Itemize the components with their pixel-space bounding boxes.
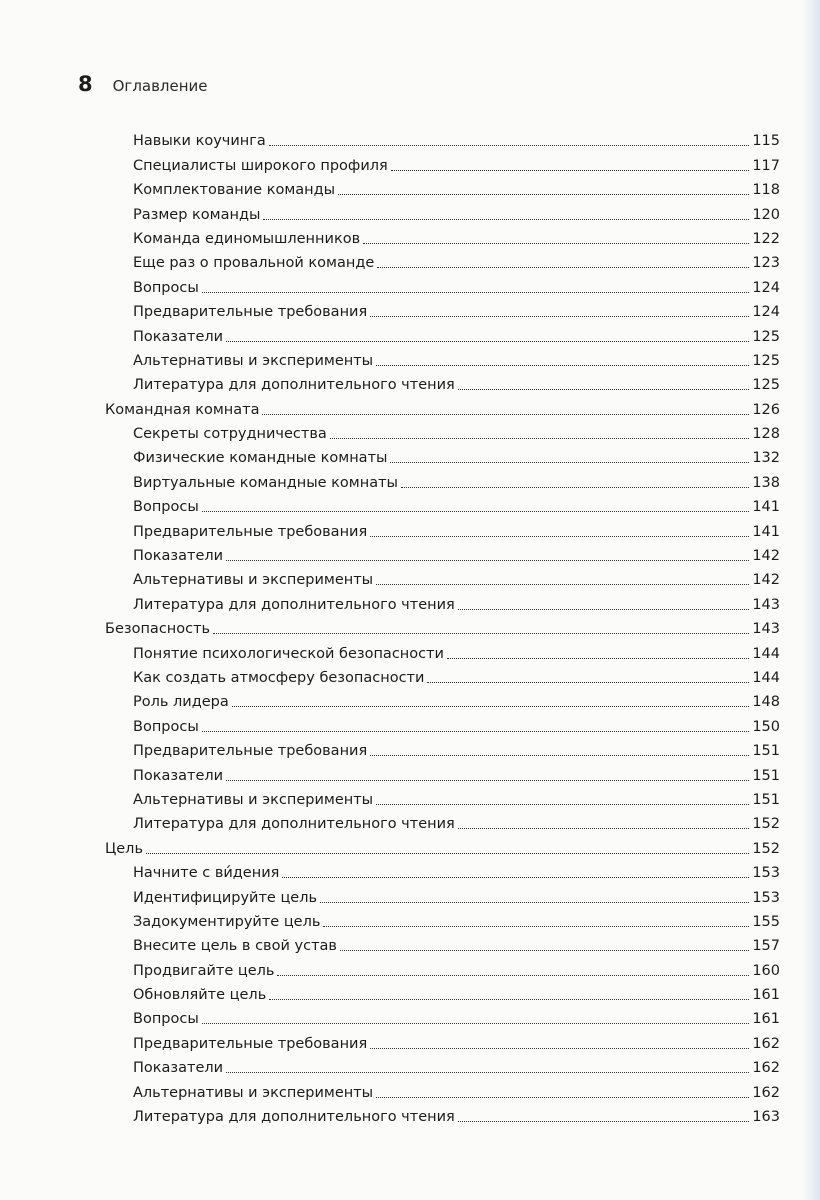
toc-subsection-entry xyxy=(78,907,780,931)
toc-subsection-entry xyxy=(78,224,780,248)
toc-entry-page-number: 161 xyxy=(752,1011,780,1028)
dot-leader xyxy=(226,341,749,342)
toc-entry-title: Обновляйте цель xyxy=(133,987,267,1004)
toc-entry-title: Цель xyxy=(105,840,143,857)
toc-entry-title: Предварительные требования xyxy=(133,1035,368,1052)
toc-entry-title: Альтернативы и эксперименты xyxy=(133,1084,374,1101)
toc-entry-title: Еще раз о провальной команде xyxy=(133,255,375,272)
toc-entry-title: Литература для дополнительного чтения xyxy=(133,377,455,394)
toc-entry-page-number: 115 xyxy=(752,133,780,150)
toc-entry-title: Альтернативы и эксперименты xyxy=(133,352,374,369)
dot-leader xyxy=(226,560,749,561)
toc-entry-title: Показатели xyxy=(133,1060,224,1077)
toc-entry-page-number: 122 xyxy=(752,230,780,247)
toc-subsection-entry xyxy=(78,663,780,687)
toc-entry-title: Начните с ви́дения xyxy=(133,865,280,882)
toc-entry-title: Показатели xyxy=(133,548,224,565)
toc-entry-page-number: 162 xyxy=(752,1060,780,1077)
dot-leader xyxy=(458,609,750,610)
toc-entry-title: Внесите цель в свой устав xyxy=(133,938,337,955)
toc-subsection-entry xyxy=(78,346,780,370)
dot-leader xyxy=(330,438,750,439)
toc-entry-page-number: 125 xyxy=(752,328,780,345)
toc-entry-page-number: 157 xyxy=(752,938,780,955)
toc-entry-page-number: 141 xyxy=(752,523,780,540)
dot-leader xyxy=(226,1072,749,1073)
toc-entry-title: Литература для дополнительного чтения xyxy=(133,596,455,613)
toc-subsection-entry xyxy=(78,1004,780,1028)
dot-leader xyxy=(146,853,749,854)
toc-entry-title: Как создать атмосферу безопасности xyxy=(133,669,425,686)
toc-entry-page-number: 148 xyxy=(752,694,780,711)
dot-leader xyxy=(370,536,749,537)
toc-entry-page-number: 141 xyxy=(752,499,780,516)
dot-leader xyxy=(320,902,749,903)
toc-subsection-entry xyxy=(78,687,780,711)
toc-subsection-entry xyxy=(78,1077,780,1101)
dot-leader xyxy=(427,682,749,683)
dot-leader xyxy=(376,584,749,585)
toc-subsection-entry xyxy=(78,297,780,321)
toc-subsection-entry xyxy=(78,272,780,296)
toc-entry-page-number: 144 xyxy=(752,645,780,662)
toc-entry-title: Альтернативы и эксперименты xyxy=(133,791,374,808)
toc-subsection-entry xyxy=(78,467,780,491)
toc-entry-title: Виртуальные командные комнаты xyxy=(133,474,399,491)
toc-entry-page-number: 125 xyxy=(752,352,780,369)
page-number: 8 xyxy=(78,72,93,96)
dot-leader xyxy=(282,877,749,878)
toc-entry-page-number: 144 xyxy=(752,669,780,686)
toc-subsection-entry xyxy=(78,516,780,540)
toc-section-entry xyxy=(78,614,780,638)
dot-leader xyxy=(277,975,749,976)
toc-entry-page-number: 152 xyxy=(752,816,780,833)
toc-subsection-entry xyxy=(78,1053,780,1077)
dot-leader xyxy=(391,170,750,171)
toc-subsection-entry xyxy=(78,760,780,784)
dot-leader xyxy=(340,950,749,951)
dot-leader xyxy=(338,194,749,195)
dot-leader xyxy=(458,828,750,829)
toc-entry-page-number: 153 xyxy=(752,889,780,906)
toc-subsection-entry xyxy=(78,785,780,809)
toc-entry-page-number: 128 xyxy=(752,426,780,443)
toc-entry-page-number: 142 xyxy=(752,548,780,565)
toc-entry-page-number: 117 xyxy=(752,157,780,174)
dot-leader xyxy=(390,462,749,463)
toc-entry-page-number: 125 xyxy=(752,377,780,394)
toc-entry-page-number: 151 xyxy=(752,791,780,808)
toc-subsection-entry xyxy=(78,126,780,150)
toc-entry-page-number: 143 xyxy=(752,621,780,638)
toc-entry-page-number: 124 xyxy=(752,304,780,321)
toc-subsection-entry xyxy=(78,980,780,1004)
dot-leader xyxy=(323,926,749,927)
toc-subsection-entry xyxy=(78,858,780,882)
toc-entry-title: Литература для дополнительного чтения xyxy=(133,1109,455,1126)
toc-subsection-entry xyxy=(78,419,780,443)
toc-entry-page-number: 138 xyxy=(752,474,780,491)
toc-entry-title: Показатели xyxy=(133,767,224,784)
dot-leader xyxy=(363,243,749,244)
dot-leader xyxy=(263,219,749,220)
dot-leader xyxy=(226,780,749,781)
toc-entry-title: Секреты сотрудничества xyxy=(133,426,327,443)
toc-entry-title: Вопросы xyxy=(133,1011,199,1028)
toc-entry-title: Командная комната xyxy=(105,401,260,418)
toc-entry-title: Размер команды xyxy=(133,206,261,223)
toc-entry-page-number: 151 xyxy=(752,767,780,784)
dot-leader xyxy=(202,511,750,512)
toc-entry-title: Альтернативы и эксперименты xyxy=(133,572,374,589)
toc-entry-title: Вопросы xyxy=(133,499,199,516)
toc-subsection-entry xyxy=(78,955,780,979)
toc-subsection-entry xyxy=(78,736,780,760)
toc-entry-page-number: 151 xyxy=(752,743,780,760)
toc-subsection-entry xyxy=(78,443,780,467)
toc-subsection-entry xyxy=(78,175,780,199)
toc-entry-page-number: 161 xyxy=(752,987,780,1004)
toc-entry-page-number: 152 xyxy=(752,840,780,857)
dot-leader xyxy=(377,267,749,268)
toc-entry-title: Вопросы xyxy=(133,718,199,735)
dot-leader xyxy=(447,658,749,659)
toc-entry-title: Команда единомышленников xyxy=(133,230,361,247)
toc-subsection-entry xyxy=(78,321,780,345)
dot-leader xyxy=(202,1023,750,1024)
toc-subsection-entry xyxy=(78,1028,780,1052)
toc-subsection-entry xyxy=(78,931,780,955)
toc-entry-page-number: 123 xyxy=(752,255,780,272)
dot-leader xyxy=(269,999,749,1000)
toc-subsection-entry xyxy=(78,809,780,833)
toc-entry-title: Предварительные требования xyxy=(133,523,368,540)
dot-leader xyxy=(401,487,749,488)
dot-leader xyxy=(262,414,749,415)
toc-entry-title: Безопасность xyxy=(105,621,211,638)
toc-entry-page-number: 162 xyxy=(752,1084,780,1101)
toc-entry-page-number: 132 xyxy=(752,450,780,467)
page-edge-shadow xyxy=(802,0,820,1200)
toc-entry-page-number: 162 xyxy=(752,1035,780,1052)
dot-leader xyxy=(376,365,749,366)
toc-entry-title: Физические командные комнаты xyxy=(133,450,388,467)
toc-entry-page-number: 163 xyxy=(752,1109,780,1126)
toc-subsection-entry xyxy=(78,199,780,223)
toc-entry-title: Понятие психологической безопасности xyxy=(133,645,444,662)
toc-entry-title: Идентифицируйте цель xyxy=(133,889,318,906)
toc-entry-page-number: 126 xyxy=(752,401,780,418)
toc-entry-title: Задокументируйте цель xyxy=(133,913,321,930)
dot-leader xyxy=(458,1121,750,1122)
toc-subsection-entry xyxy=(78,492,780,516)
toc-subsection-entry xyxy=(78,248,780,272)
toc-entry-page-number: 155 xyxy=(752,913,780,930)
dot-leader xyxy=(370,755,749,756)
dot-leader xyxy=(376,804,749,805)
dot-leader xyxy=(370,316,749,317)
toc-entry-title: Предварительные требования xyxy=(133,304,368,321)
toc-subsection-entry xyxy=(78,711,780,735)
toc-subsection-entry xyxy=(78,150,780,174)
dot-leader xyxy=(269,145,750,146)
toc-subsection-entry xyxy=(78,589,780,613)
toc-entry-page-number: 120 xyxy=(752,206,780,223)
dot-leader xyxy=(202,731,750,732)
table-of-contents xyxy=(78,126,780,1126)
toc-section-entry xyxy=(78,833,780,857)
toc-entry-page-number: 118 xyxy=(752,182,780,199)
toc-entry-title: Литература для дополнительного чтения xyxy=(133,816,455,833)
toc-entry-page-number: 150 xyxy=(752,718,780,735)
toc-entry-title: Роль лидера xyxy=(133,694,229,711)
dot-leader xyxy=(370,1048,749,1049)
toc-entry-page-number: 153 xyxy=(752,865,780,882)
toc-entry-title: Продвигайте цель xyxy=(133,962,275,979)
dot-leader xyxy=(376,1097,749,1098)
dot-leader xyxy=(232,706,750,707)
toc-subsection-entry xyxy=(78,882,780,906)
toc-entry-page-number: 143 xyxy=(752,596,780,613)
dot-leader xyxy=(202,292,750,293)
toc-entry-page-number: 142 xyxy=(752,572,780,589)
toc-section-entry xyxy=(78,394,780,418)
page-header xyxy=(78,72,208,96)
toc-entry-title: Комплектование команды xyxy=(133,182,336,199)
toc-subsection-entry xyxy=(78,370,780,394)
toc-entry-page-number: 124 xyxy=(752,279,780,296)
toc-entry-title: Вопросы xyxy=(133,279,199,296)
toc-entry-title: Предварительные требования xyxy=(133,743,368,760)
toc-subsection-entry xyxy=(78,1102,780,1126)
toc-subsection-entry xyxy=(78,638,780,662)
dot-leader xyxy=(213,633,749,634)
toc-subsection-entry xyxy=(78,565,780,589)
toc-entry-title: Показатели xyxy=(133,328,224,345)
toc-subsection-entry xyxy=(78,541,780,565)
toc-entry-page-number: 160 xyxy=(752,962,780,979)
toc-entry-title: Специалисты широкого профиля xyxy=(133,157,388,174)
toc-entry-title: Навыки коучинга xyxy=(133,133,266,150)
dot-leader xyxy=(458,389,750,390)
running-title: Оглавление xyxy=(112,77,208,95)
